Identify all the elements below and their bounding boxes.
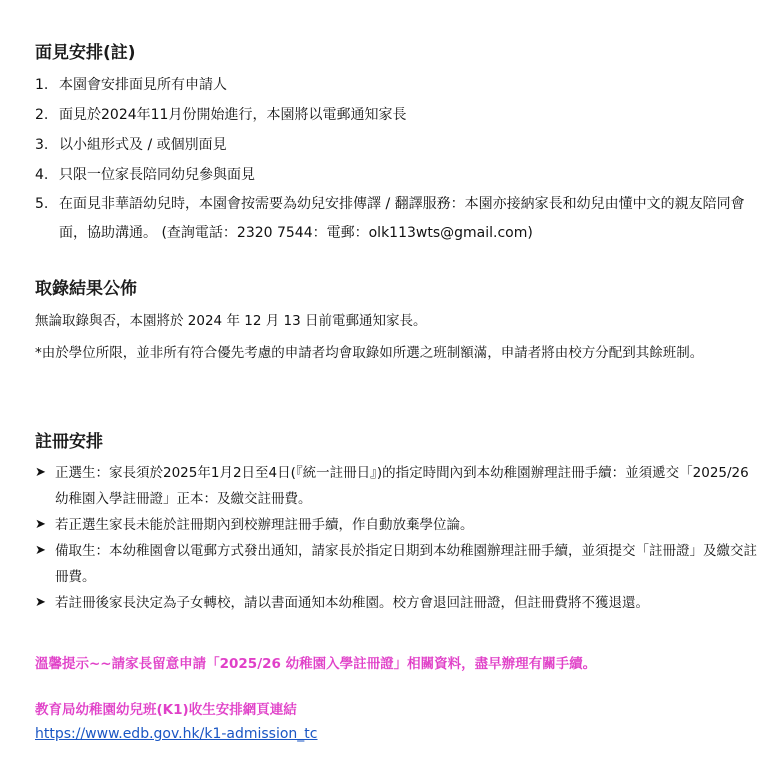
list-item: 5. 在面見非華語幼兒時，本園會按需要為幼兒安排傳譯 / 翻譯服務：本園亦接納家長和幼兒由懂中文的親友陪同會面，協助溝通。 (查詢電話：2320 7544：電郵：olk113wts@gmail.com) [35, 196, 745, 241]
reminder-section [35, 652, 761, 672]
edb-admission-link[interactable]: https://www.edb.gov.hk/k1-admission_tc [35, 726, 318, 742]
interview-list [35, 70, 761, 248]
arrow-bullet-icon: ➤ [35, 517, 46, 532]
edb-section [35, 698, 761, 742]
interview-title: 面見安排(註) [35, 43, 136, 63]
registration-list [35, 460, 761, 616]
arrow-bullet-icon: ➤ [35, 595, 46, 610]
registration-title: 註冊安排 [35, 432, 103, 452]
results-footnote: *由於學位所限，並非所有符合優先考慮的申請者均會取錄如所選之班制額滿，申請者將由校方分配到其餘班制。 [35, 345, 704, 361]
list-item: 2. 面見於2024年11月份開始進行，本園將以電郵通知家長 [35, 107, 407, 123]
arrow-bullet-icon: ➤ [35, 543, 46, 558]
registration-section [35, 427, 761, 616]
list-item: ➤ 若正選生家長未能於註冊期內到校辦理註冊手續，作自動放棄學位論。 [35, 512, 761, 538]
results-section [35, 274, 761, 372]
interview-section [35, 38, 761, 248]
reminder-text: 溫馨提示~~請家長留意申請「2025/26 幼稚園入學註冊證」相關資料，盡早辦理有關手續。 [35, 656, 597, 672]
edb-link-title: 教育局幼稚園幼兒班(K1)收生安排網頁連結 [35, 702, 297, 718]
list-item: 4. 只限一位家長陪同幼兒參與面見 [35, 167, 255, 183]
list-item: ➤ 備取生：本幼稚園會以電郵方式發出通知，請家長於指定日期到本幼稚園辦理註冊手續，並須提交「註冊證」及繳交註冊費。 [35, 538, 761, 590]
list-item: 3. 以小組形式及 / 或個別面見 [35, 137, 227, 153]
list-item: ➤ 若註冊後家長決定為子女轉校，請以書面通知本幼稚園。校方會退回註冊證，但註冊費將不獲退還。 [35, 590, 761, 616]
list-item: 1. 本園會安排面見所有申請人 [35, 77, 227, 93]
results-notice: 無論取錄與否，本園將於 2024 年 12 月 13 日前電郵通知家長。 [35, 313, 427, 329]
list-item: ➤ 正選生：家長須於2025年1月2日至4日(『統一註冊日』)的指定時間內到本幼稚園辦理註冊手續：並須遞交「2025/26幼稚園入學註冊證」正本：及繳交註冊費。 [35, 460, 761, 512]
results-title: 取錄結果公佈 [35, 279, 137, 299]
arrow-bullet-icon: ➤ [35, 465, 46, 480]
